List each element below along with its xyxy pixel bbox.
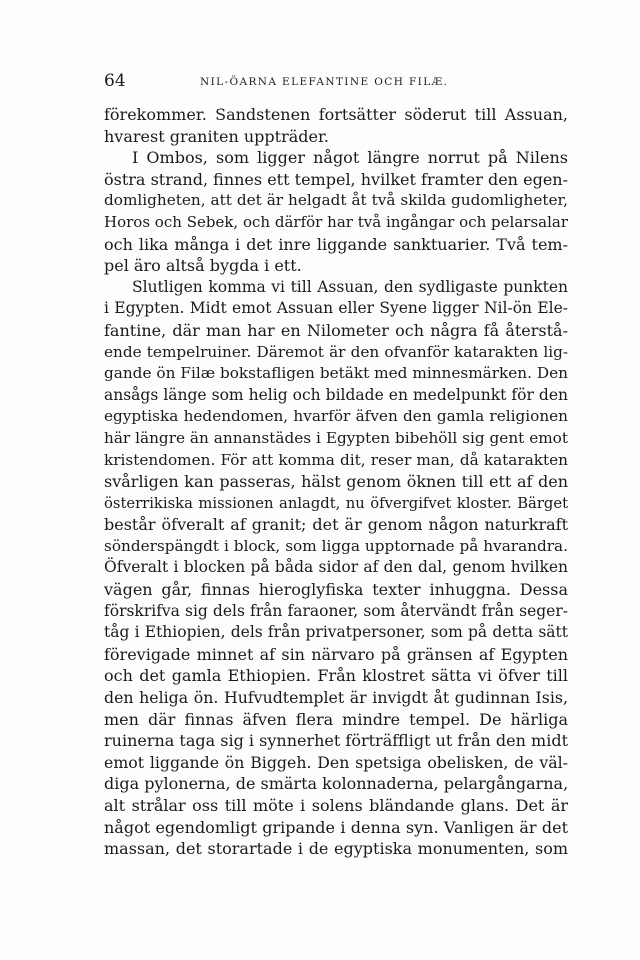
text-line: I Ombos, som ligger något längre norrut på Nilens <box>132 148 568 168</box>
text-line: förskrifva sig dels från faraoner, som återvändt från seger- <box>104 601 568 620</box>
text-line: östra strand, finnes ett tempel, hvilket framter den egen- <box>104 169 568 189</box>
text-line: ansågs länge som helig och bildade en medelpunkt för den <box>104 385 568 404</box>
text-line: alt strålar oss till möte i solens bländande glans. Det är <box>104 796 568 815</box>
text-line: diga pylonerna, de smärta kolonnaderna, pelargångarna, <box>104 774 568 794</box>
text-line: något egendomligt gripande i denna syn. Vanligen är det <box>104 817 568 837</box>
text-line: och lika många i det inre liggande sanktuarier. Två tem- <box>104 234 568 254</box>
text-line: massan, det storartade i de egyptiska monumenten, som <box>104 839 568 859</box>
text-line: ruinerna taga sig i synnerhet förträffligt ut från den midt <box>104 731 568 751</box>
text-line: egyptiska hedendomen, hvarför äfven den gamla religionen <box>104 407 568 426</box>
text-line: den heliga ön. Hufvudtemplet är invigdt åt gudinnan Isis, <box>104 688 568 708</box>
text-line: förekommer. Sandstenen fortsätter söderut till Assuan, <box>104 105 568 124</box>
text-line: här längre än annanstädes i Egypten bibehöll sig gent emot <box>104 428 568 447</box>
text-line: emot liggande ön Biggeh. Den spetsiga obelisken, de väl- <box>104 752 568 772</box>
text-line: tåg i Ethiopien, dels från privatpersoner, som på detta sätt <box>104 623 568 642</box>
text-line: Slutligen komma vi till Assuan, den sydligaste punkten <box>132 277 568 296</box>
text-line: ende tempelruiner. Däremot är den ofvanför katarakten lig- <box>104 342 568 361</box>
text-line: i Egypten. Midt emot Assuan eller Syene ligger Nil-ön Ele- <box>104 299 568 318</box>
page-header <box>104 70 564 94</box>
text-line: Öfveralt i blocken på båda sidor af den dal, genom hvilken <box>104 558 568 577</box>
text-line: fantine, där man har en Nilometer och några få återstå- <box>104 320 568 340</box>
text-line: kristendomen. För att komma dit, reser man, då katarakten <box>104 450 568 469</box>
text-line: svårligen kan passeras, hälst genom öknen till ett af den <box>104 472 568 492</box>
text-line: och det gamla Ethiopien. Från klostret sätta vi öfver till <box>104 666 568 686</box>
text-line: men där finnas äfven flera mindre tempel. De härliga <box>104 709 568 729</box>
text-line: Horos och Sebek, och därför har två ingångar och pelarsalar <box>104 212 568 231</box>
text-line: gande ön Filæ bokstafligen betäkt med minnesmärken. Den <box>104 364 568 383</box>
text-line: vägen går, finnas hieroglyfiska texter inhuggna. Dessa <box>104 580 568 600</box>
text-line: pel äro altså bygda i ett. <box>104 256 302 276</box>
body-text <box>104 104 568 860</box>
text-line: består öfveralt af granit; det är genom någon naturkraft <box>104 515 568 535</box>
text-line: österrikiska missionen anlagdt, nu öfvergifvet kloster. Bärget <box>104 494 568 512</box>
text-line: domligheten, att det är helgadt åt två skilda gudomligheter, <box>104 191 568 210</box>
running-title: NIL-ÖARNA ELEFANTINE OCH FILÆ. <box>200 76 449 88</box>
text-line: förevigade minnet af sin närvaro på gränsen af Egypten <box>104 644 568 664</box>
page-number: 64 <box>104 71 126 91</box>
text-line: sönderspängdt i block, som ligga upptornade på hvarandra. <box>104 536 568 555</box>
text-line: hvarest graniten uppträder. <box>104 126 329 146</box>
